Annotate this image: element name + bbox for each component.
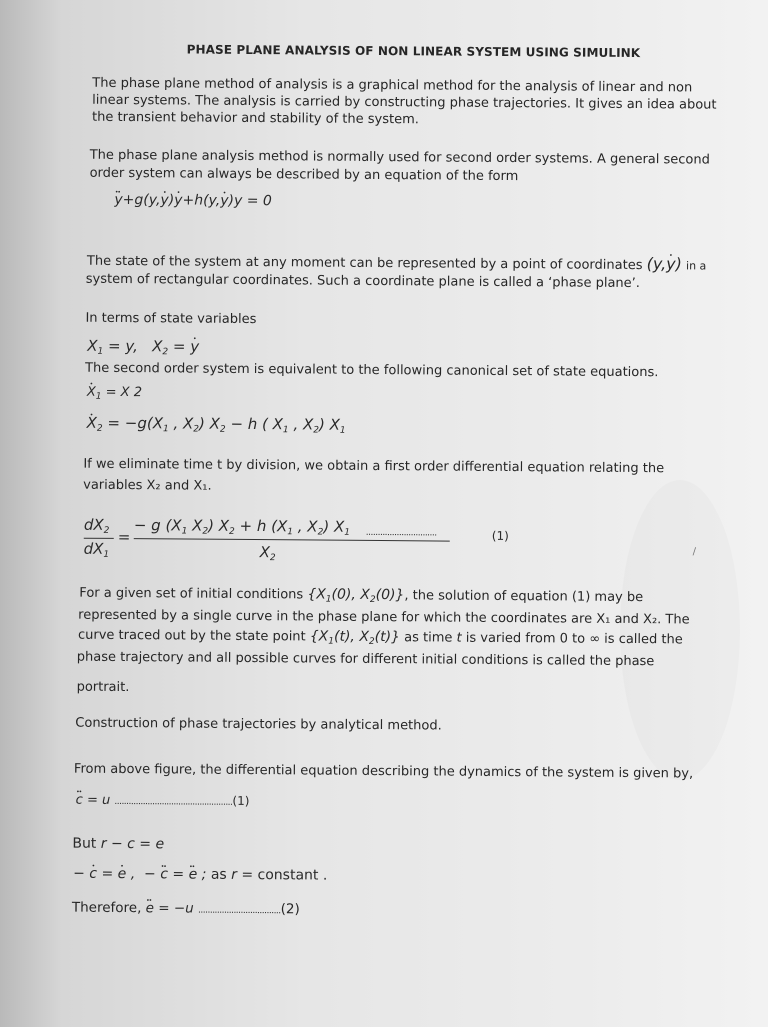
equation-state-vars: $X_1 = y$, $X_2 = y$ • [87, 337, 199, 363]
equation-x1-dot: X $•_1 = X$ 2 [87, 383, 142, 407]
eq1-equals: = [117, 527, 131, 547]
p5-line-4: phase trajectory and all possible curves for different initial conditions is called the phase [76, 649, 655, 670]
p5-line-3: curve traced out by the state point {$X_1(t)$, $X_2(t)$} as time t is varied from 0 to ∞ is called the [77, 627, 683, 648]
p2-line-2: order system can always be described by an equation of the form [89, 165, 519, 185]
canonical-intro: The second order system is equivalent to the following canonical set of state equations. [85, 360, 659, 381]
equation-general-second-order: y ••+g(y,y •)y •+h(y,y •)y = 0 [114, 191, 272, 211]
p5-line-5: portrait. [76, 679, 130, 696]
eq1-rhs-bar [134, 538, 450, 541]
equation-therefore: Therefore, e •• = −u ...................................(2) [72, 899, 300, 922]
p3-text: The state of the system at any moment can be represented by a point of coordinates [86, 253, 643, 274]
eq1-label: (1) [491, 528, 509, 544]
p3-line-2: system of rectangular coordinates. Such a coordinate plane is called a ‘phase plane’. [85, 271, 641, 292]
therefore-label: Therefore, [71, 899, 142, 917]
eq1-rhs-numerator: − g ($X_1$ $X_2$) $X_2 + h$ ($X_1$ , $X_2$) $X_1$ [133, 516, 350, 538]
p5-line-2: represented by a single curve in the phase plane for which the coordinates are X₁ and X₂. The [78, 607, 690, 628]
construction-heading: Construction of phase trajectories by analytical method. [75, 715, 442, 734]
p3-coordinates: (y,y •) [647, 254, 682, 273]
p1-line-2: linear systems. The analysis is carried by constructing phase trajectories. It gives an idea about [92, 92, 717, 113]
p1-line-3: the transient behavior and stability of the system. [92, 109, 419, 128]
equation-1 [84, 516, 524, 569]
eq1-lhs-denominator: $dX_1$ [83, 539, 110, 560]
p3-tail: in a [686, 259, 707, 273]
eq1-rhs-denominator: $X_2$ [259, 543, 276, 564]
pen-mark: / [692, 546, 697, 558]
equation-c-double-dot: c •• = u ..................................................(1) [76, 791, 250, 813]
page-title: PHASE PLANE ANALYSIS OF NON LINEAR SYSTEM USING SIMULINK [186, 42, 641, 61]
equation-error-derivatives: − c • = e • , − c •• = e •• ; as r = constant . [73, 865, 327, 886]
eq1-leader: .............................. [365, 527, 437, 539]
p1-line-1: The phase plane method of analysis is a graphical method for the analysis of linear and non [92, 75, 693, 96]
equation-x2-dot: X $•_2 = -g(X_1$ , $X_2$) $X_2 - h$ ( $X_1$ , $X_2$) $X_1$ [87, 414, 346, 441]
equation-error-def: But r − c = e [72, 835, 165, 853]
p4-line-1: If we eliminate time t by division, we obtain a first order differential equation relating the [83, 456, 665, 477]
eq1-lhs-numerator: $dX_2$ [83, 515, 110, 536]
p2-line-1: The phase plane analysis method is normally used for second order systems. A general second [89, 147, 710, 168]
p4-line-2: variables X₂ and X₁. [83, 477, 212, 494]
state-vars-intro: In terms of state variables [85, 310, 257, 328]
p5-line-1: For a given set of initial conditions {$X_1(0)$, $X_2(0)$}, the solution of equation (1) may be [79, 585, 644, 606]
p6: From above figure, the differential equation describing the dynamics of the system is given by, [73, 761, 694, 782]
